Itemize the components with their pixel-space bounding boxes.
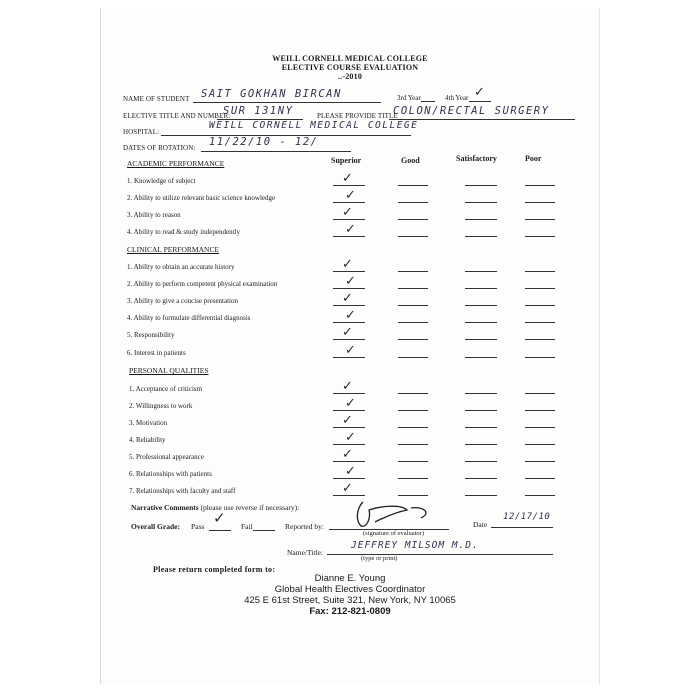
rating-line: [398, 219, 428, 220]
student-name-value: SAIT GOKHAN BIRCAN: [201, 88, 342, 100]
date-label: Date: [473, 520, 488, 529]
hospital-label: HOSPITAL:: [123, 128, 160, 136]
superior-check: ✓: [345, 274, 356, 289]
superior-check: ✓: [342, 171, 353, 186]
rating-line: [465, 271, 497, 272]
fourth-year-underline: [469, 101, 491, 102]
student-name-underline: [193, 102, 381, 103]
rating-line: [525, 219, 555, 220]
name-title-value: JEFFREY MILSOM M.D.: [351, 540, 479, 551]
superior-check: ✓: [345, 343, 356, 358]
rating-line: [465, 393, 497, 394]
rating-line: [525, 478, 555, 479]
rating-line: [525, 322, 555, 323]
fourth-year-check: ✓: [474, 85, 485, 100]
fail-underline: [253, 530, 275, 531]
item-personal-1: 1. Acceptance of criticism: [129, 385, 203, 393]
fail-label: Fail: [241, 522, 253, 531]
rating-line: [398, 322, 428, 323]
superior-check: ✓: [345, 396, 356, 411]
superior-check: ✓: [345, 188, 356, 203]
evaluation-form-page: [100, 8, 600, 684]
contact-address: 425 E 61st Street, Suite 321, New York, NY 10065: [244, 595, 456, 606]
rating-line: [398, 236, 428, 237]
rating-line: [465, 339, 497, 340]
rating-line: [398, 339, 428, 340]
rating-line: [525, 393, 555, 394]
elective-label: ELECTIVE TITLE AND NUMBER:: [123, 112, 231, 120]
pass-check: ✓: [213, 509, 226, 527]
narrative-label: Narrative Comments: [131, 503, 199, 512]
type-note: (type or print): [361, 555, 398, 562]
item-academic-4: 4. Ability to read & study independently: [127, 228, 240, 236]
rating-line: [465, 305, 497, 306]
rating-line: [465, 495, 497, 496]
rating-line: [525, 410, 555, 411]
rating-line: [525, 288, 555, 289]
college-name: WEILL CORNELL MEDICAL COLLEGE: [272, 54, 428, 63]
rating-line: [398, 427, 428, 428]
superior-check: ✓: [342, 481, 353, 496]
rating-line: [398, 357, 428, 358]
col-poor: Poor: [525, 154, 542, 163]
superior-check: ✓: [342, 447, 353, 462]
superior-check: ✓: [342, 291, 353, 306]
contact-role: Global Health Electives Coordinator: [274, 584, 426, 595]
item-clinical-6: 6. Interest in patients: [127, 349, 186, 357]
item-clinical-2: 2. Ability to perform competent physical examination: [127, 280, 278, 288]
pass-label: Pass: [191, 522, 205, 531]
elective-value: SUR 131NY: [223, 105, 294, 117]
dates-value: 11/22/10 - 12/: [209, 136, 319, 148]
rating-line: [398, 185, 428, 186]
superior-check: ✓: [345, 464, 356, 479]
superior-check: ✓: [342, 379, 353, 394]
item-personal-5: 5. Professional appearance: [129, 453, 204, 461]
rating-line: [398, 305, 428, 306]
contact-fax: Fax: 212-821-0809: [309, 606, 391, 617]
rating-line: [465, 202, 497, 203]
item-clinical-1: 1. Ability to obtain an accurate history: [127, 263, 235, 271]
rating-line: [398, 393, 428, 394]
rating-line: [465, 461, 497, 462]
provide-title-value: COLON/RECTAL SURGERY: [393, 105, 550, 117]
section-title-academic: ACADEMIC PERFORMANCE: [127, 159, 225, 168]
pass-underline: [209, 530, 231, 531]
rating-line: [398, 271, 428, 272]
third-year-underline: [421, 101, 435, 102]
item-academic-1: 1. Knowledge of subject: [127, 177, 196, 185]
rating-line: [465, 444, 497, 445]
rating-line: [525, 236, 555, 237]
evaluator-signature: [341, 498, 451, 532]
rating-line: [398, 495, 428, 496]
reported-by-label: Reported by:: [285, 522, 324, 531]
signature-note: (signature of evaluator): [363, 530, 425, 537]
item-personal-7: 7. Relationships with faculty and staff: [129, 487, 236, 495]
rating-line: [398, 461, 428, 462]
hospital-value: WEILL CORNELL MEDICAL COLLEGE: [209, 120, 419, 131]
fourth-year-label: 4th Year: [445, 94, 469, 102]
rating-line: [525, 427, 555, 428]
superior-check: ✓: [342, 413, 353, 428]
rating-line: [465, 478, 497, 479]
item-personal-3: 3. Motivation: [129, 419, 168, 427]
rating-line: [398, 444, 428, 445]
section-title-clinical: CLINICAL PERFORMANCE: [127, 245, 220, 254]
narrative-note: (please use reverse if necessary):: [200, 503, 300, 512]
rating-line: [398, 478, 428, 479]
item-clinical-3: 3. Ability to give a concise presentation: [127, 297, 239, 305]
rating-line: [525, 461, 555, 462]
superior-check: ✓: [342, 205, 353, 220]
return-label: Please return completed form to:: [153, 565, 276, 574]
rating-line: [465, 288, 497, 289]
superior-check: ✓: [345, 430, 356, 445]
rating-line: [525, 357, 555, 358]
date-value: 12/17/10: [503, 512, 551, 522]
rating-line: [525, 271, 555, 272]
superior-check: ✓: [345, 308, 356, 323]
superior-check: ✓: [342, 325, 353, 340]
rating-line: [398, 202, 428, 203]
superior-check: ✓: [345, 222, 356, 237]
rating-line: [465, 427, 497, 428]
contact-name: Dianne E. Young: [314, 573, 386, 584]
item-personal-2: 2. Willingness to work: [129, 402, 193, 410]
rating-line: [465, 185, 497, 186]
rating-line: [465, 322, 497, 323]
rating-line: [465, 357, 497, 358]
dates-underline: [201, 151, 351, 152]
item-personal-6: 6. Relationships with patients: [129, 470, 212, 478]
rating-line: [398, 288, 428, 289]
col-superior: Superior: [331, 156, 362, 165]
rating-line: [525, 339, 555, 340]
rating-line: [398, 410, 428, 411]
item-clinical-5: 5. Responsibility: [127, 331, 175, 339]
rating-line: [525, 202, 555, 203]
name-title-label: Name/Title:: [287, 548, 323, 557]
dates-label: DATES OF ROTATION:: [123, 144, 196, 152]
overall-grade-label: Overall Grade:: [131, 522, 180, 531]
third-year-label: 3rd Year: [397, 94, 421, 102]
rating-line: [525, 185, 555, 186]
rating-line: [465, 236, 497, 237]
student-name-label: NAME OF STUDENT: [123, 95, 190, 103]
provide-title-label: PLEASE PROVIDE TITLE: [317, 112, 398, 120]
rating-line: [465, 410, 497, 411]
date-underline: [491, 527, 553, 528]
superior-check: ✓: [342, 257, 353, 272]
item-clinical-4: 4. Ability to formulate differential diagnosis: [127, 314, 251, 322]
form-year: ..-2010: [337, 72, 363, 81]
rating-line: [525, 444, 555, 445]
item-academic-3: 3. Ability to reason: [127, 211, 181, 219]
rating-line: [465, 219, 497, 220]
col-satisfactory: Satisfactory: [456, 154, 497, 163]
form-title: ELECTIVE COURSE EVALUATION: [281, 63, 419, 72]
section-title-personal: PERSONAL QUALITIES: [129, 366, 209, 375]
rating-line: [525, 495, 555, 496]
col-good: Good: [401, 156, 420, 165]
item-academic-2: 2. Ability to utilize relevant basic science knowledge: [127, 194, 276, 202]
rating-line: [525, 305, 555, 306]
item-personal-4: 4. Reliability: [129, 436, 166, 444]
